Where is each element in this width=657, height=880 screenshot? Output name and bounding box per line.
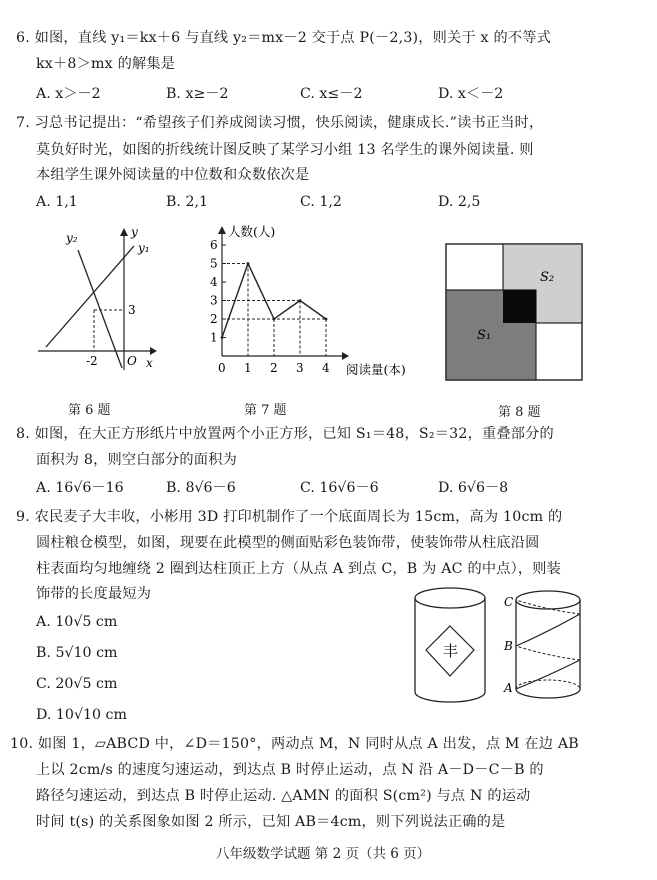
fig6-label-y: y [131, 225, 138, 239]
ribbon-front-2 [516, 614, 580, 646]
q7-option-d: D. 2,5 [438, 194, 481, 210]
q6-option-d: D. x＜－2 [438, 86, 504, 102]
q7-option-a: A. 1,1 [36, 194, 78, 210]
fig9-label-b: B [504, 639, 513, 653]
q7-line-3: 本组学生课外阅读量的中位数和众数依次是 [36, 167, 310, 183]
fig6-label-3: 3 [128, 303, 136, 317]
q9-option-d: D. 10√10 cm [36, 707, 127, 723]
q7-line-1: 7. 习总书记提出：“希望孩子们养成阅读习惯，快乐阅读，健康成长.”读书正当时， [16, 115, 544, 131]
x-axis-arrow [342, 352, 349, 360]
page-footer: 八年级数学试题 第 2 页（共 6 页） [216, 846, 431, 862]
cylinder-top-ellipse [516, 591, 580, 609]
ribbon-front-1 [516, 660, 580, 689]
fig6-y-arrow [120, 228, 128, 236]
figure-6-caption: 第 6 题 [68, 403, 111, 418]
x-tick-label: 1 [244, 361, 252, 375]
q10-line-3: 路径匀速运动，到达点 B 时停止运动. △AMN 的面积 S(cm²) 与点 N 的运动 [36, 788, 531, 804]
data-point [221, 336, 224, 339]
q6-line-2: kx＋8＞mx 的解集是 [36, 56, 176, 72]
y-axis-arrow [218, 226, 226, 234]
data-point [299, 299, 302, 302]
data-point [325, 318, 328, 321]
x-tick-label: 4 [322, 361, 330, 375]
q8-option-c: C. 16√6－6 [300, 480, 379, 496]
q10-line-2: 上以 2cm/s 的速度匀速运动，到达点 B 时停止运动，点 N 沿 A－D－C－B 的 [36, 762, 544, 778]
cylinder-bottom-front [516, 689, 580, 698]
q7-option-c: C. 1,2 [300, 194, 342, 210]
x-tick-label: 2 [270, 361, 278, 375]
y-axis-label: 人数(人) [228, 224, 276, 239]
y-tick-label: 6 [210, 238, 218, 252]
q10-line-1: 10. 如图 1，▱ABCD 中，∠D＝150°，两动点 M，N 同时从点 A 出发，点 M 在边 AB [10, 736, 579, 752]
fig6-line-y1 [46, 246, 134, 347]
fig6-label-y1: y₁ [138, 241, 150, 255]
y-tick-label: 2 [210, 312, 218, 326]
fig9-label-c: C [504, 595, 514, 609]
q9-line-4: 饰带的长度最短为 [36, 586, 152, 602]
x-axis-label: 阅读量(本) [346, 362, 406, 377]
fig8-label-s2: S₂ [540, 270, 555, 285]
q8-option-a: A. 16√6－16 [36, 480, 124, 496]
fig9-label-a: A [504, 681, 513, 695]
fig6-x-arrow [150, 347, 157, 355]
q7-line-2: 莫负好时光，如图的折线统计图反映了某学习小组 13 名学生的课外阅读量. 则 [36, 142, 534, 158]
q9-line-2: 圆柱粮仓模型，如图，现要在此模型的侧面贴彩色装饰带，使装饰带从柱底沿圆 [36, 535, 540, 551]
x-tick-label: 0 [218, 361, 226, 375]
figure-8-squares [445, 243, 585, 383]
figure-8-caption: 第 8 题 [498, 405, 541, 420]
figure-7-caption: 第 7 题 [244, 403, 287, 418]
fig6-label-o: O [127, 354, 137, 368]
q9-option-b: B. 5√10 cm [36, 645, 118, 661]
q7-option-b: B. 2,1 [166, 194, 209, 210]
y-tick-label: 5 [210, 256, 218, 271]
figure-7-line-chart [196, 222, 422, 382]
data-point [247, 262, 250, 265]
fig6-label-neg2: -2 [86, 354, 98, 368]
q10-line-4: 时间 t(s) 的关系图象如图 2 所示，已知 AB＝4cm，则下列说法正确的是 [36, 814, 506, 830]
y-tick-label: 3 [210, 293, 218, 308]
q6-option-c: C. x≤－2 [300, 86, 363, 102]
fig6-label-y2: y₂ [66, 231, 78, 245]
q9-option-a: A. 10√5 cm [36, 614, 118, 630]
granary-symbol: 丰 [443, 642, 459, 660]
y-tick-label: 4 [210, 275, 218, 289]
q9-line-1: 9. 农民麦子大丰收，小彬用 3D 打印机制作了一个底面周长为 15cm，高为 10cm 的 [16, 509, 563, 525]
q8-line-1: 8. 如图，在大正方形纸片中放置两个小正方形，已知 S₁＝48，S₂＝32，重叠部分的 [16, 426, 554, 442]
figure-9-ribbon-cylinder [500, 584, 590, 712]
q6-option-b: B. x≥－2 [166, 86, 229, 102]
q8-line-2: 面积为 8，则空白部分的面积为 [36, 452, 237, 468]
y-tick-label: 1 [210, 330, 218, 345]
fig8-label-s1: S₁ [477, 328, 492, 343]
q8-option-d: D. 6√6－8 [438, 480, 509, 496]
data-point [273, 318, 276, 321]
fig6-label-x: x [146, 356, 153, 370]
q6-line-1: 6. 如图，直线 y₁＝kx＋6 与直线 y₂＝mx－2 交于点 P(－2,3)，则关于 x 的不等式 [16, 30, 552, 46]
figure-6-graph [36, 222, 164, 374]
x-tick-label: 3 [296, 361, 304, 375]
granary-top-ellipse [415, 588, 485, 608]
q6-option-a: A. x＞－2 [36, 86, 101, 102]
ribbon-back-1 [516, 646, 580, 660]
q9-line-3: 柱表面均匀地缠绕 2 圈到达柱顶正上方（从点 A 到点 C，B 为 AC 的中点），则装 [36, 561, 562, 577]
figure-9-granary-cylinder [410, 584, 492, 712]
q8-option-b: B. 8√6－6 [166, 480, 236, 496]
fig8-overlap [503, 290, 536, 323]
q9-option-c: C. 20√5 cm [36, 676, 118, 692]
